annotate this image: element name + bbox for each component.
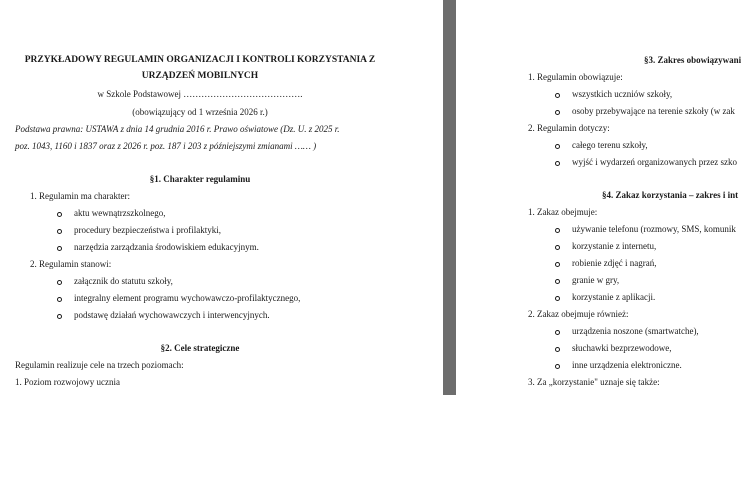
page-gutter xyxy=(443,0,456,395)
document-title-line1: PRZYKŁADOWY REGULAMIN ORGANIZACJI I KONTROLI KORZYSTANIA Z xyxy=(24,55,376,65)
list-item: podstawę działań wychowawczych i interwencyjnych. xyxy=(74,310,270,320)
section2-intro: Regulamin realizuje cele na trzech poziomach: xyxy=(15,360,184,370)
list-item: wszystkich uczniów szkoły, xyxy=(572,89,673,99)
list-item: załącznik do statutu szkoły, xyxy=(74,276,173,286)
list-item: integralny element programu wychowawczo-profilaktycznego, xyxy=(74,293,301,303)
list-item: używanie telefonu (rozmowy, SMS, komunik xyxy=(572,224,736,234)
legal-basis-line1: Podstawa prawna: USTAWA z dnia 14 grudnia 2016 r. Prawo oświatowe (Dz. U. z 2025 r. xyxy=(15,124,340,134)
list-item: wyjść i wydarzeń organizowanych przez szko xyxy=(572,157,738,167)
list-item: korzystanie z aplikacji. xyxy=(572,292,656,302)
effective-date-line: (obowiązujący od 1 września 2026 r.) xyxy=(132,107,268,117)
document-page-right xyxy=(456,0,750,395)
section1-item2: 2. Regulamin stanowi: xyxy=(30,259,112,269)
list-item: procedury bezpieczeństwa i profilaktyki, xyxy=(74,225,221,235)
list-item: aktu wewnątrzszkolnego, xyxy=(74,208,166,218)
section3-heading: §3. Zakres obowiązywani xyxy=(644,55,742,65)
list-item: korzystanie z internetu, xyxy=(572,241,657,251)
section2-heading: §2. Cele strategiczne xyxy=(160,343,240,353)
section1-heading: §1. Charakter regulaminu xyxy=(149,174,251,184)
document-page-left xyxy=(0,0,443,395)
section4-heading: §4. Zakaz korzystania – zakres i int xyxy=(602,190,739,200)
section4-item1: 1. Zakaz obejmuje: xyxy=(528,207,598,217)
list-item: inne urządzenia elektroniczne. xyxy=(572,360,682,370)
section1-item1: 1. Regulamin ma charakter: xyxy=(30,191,130,201)
section2-item1: 1. Poziom rozwojowy ucznia xyxy=(15,377,120,387)
list-item: osoby przebywające na terenie szkoły (w zak xyxy=(572,106,735,116)
section3-item1: 1. Regulamin obowiązuje: xyxy=(528,72,623,82)
school-line: w Szkole Podstawowej …………………………………. xyxy=(97,89,303,99)
legal-basis-line2: poz. 1043, 1160 i 1837 oraz z 2026 r. poz. 187 i 203 z późniejszymi zmianami …… ) xyxy=(15,141,317,151)
list-item: granie w gry, xyxy=(572,275,620,285)
list-item: robienie zdjęć i nagrań, xyxy=(572,258,657,268)
list-item: całego terenu szkoły, xyxy=(572,140,648,150)
list-item: narzędzia zarządzania środowiskiem edukacyjnym. xyxy=(74,242,259,252)
list-item: słuchawki bezprzewodowe, xyxy=(572,343,672,353)
section4-item2: 2. Zakaz obejmuje również: xyxy=(528,309,629,319)
section4-item3: 3. Za „korzystanie" uznaje się także: xyxy=(528,377,660,387)
section3-item2: 2. Regulamin dotyczy: xyxy=(528,123,610,133)
empty-area xyxy=(0,395,750,501)
document-title-line2: URZĄDZEŃ MOBILNYCH xyxy=(141,71,259,81)
list-item: urządzenia noszone (smartwatche), xyxy=(572,326,699,336)
